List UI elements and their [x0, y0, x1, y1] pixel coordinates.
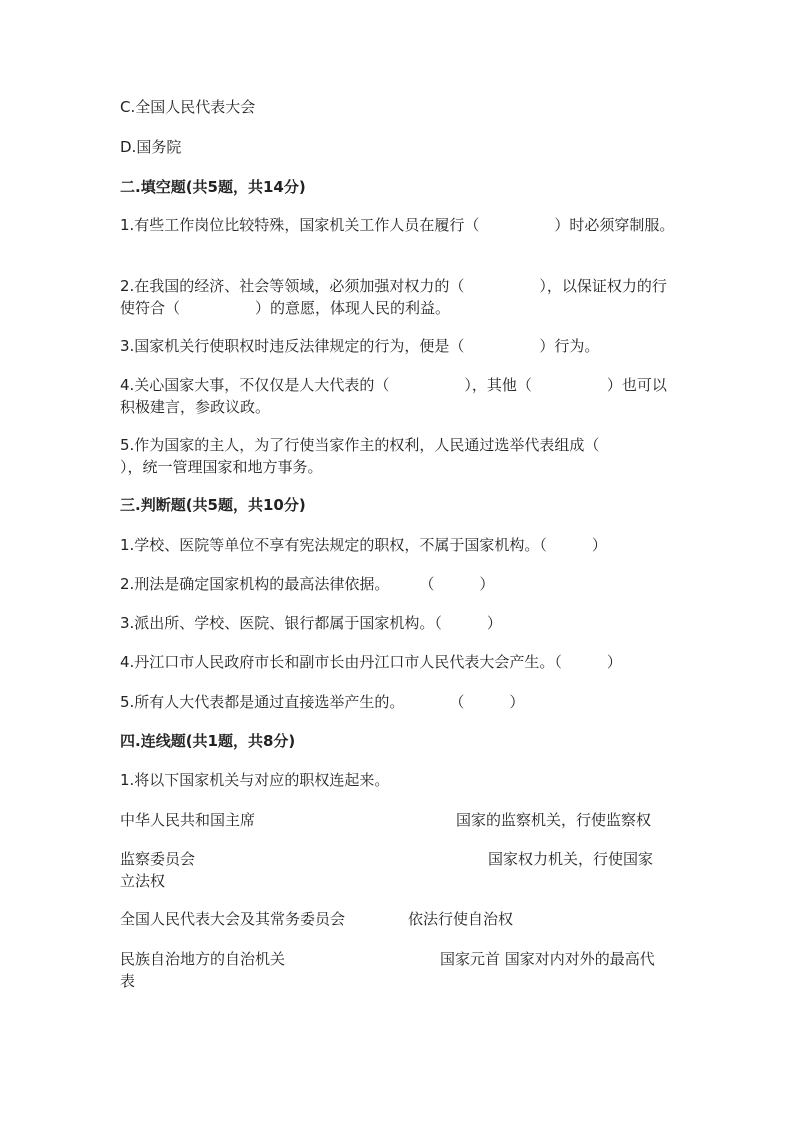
- section-2-heading: 二.填空题(共5题，共14分): [120, 178, 306, 196]
- judge-question-2: 2.刑法是确定国家机构的最高法律依据。 （ ）: [120, 575, 495, 593]
- fill-question-3: 3.国家机关行使职权时违反法律规定的行为，便是（ ）行为。: [120, 337, 600, 355]
- match-right-item-continuation: 表: [120, 972, 136, 990]
- judge-question-4: 4.丹江口市人民政府市长和副市长由丹江口市人民代表大会产生。（ ）: [120, 653, 622, 671]
- fill-question-4: 4.关心国家大事，不仅仅是人大代表的（ ），其他（ ）也可以积极建言，参政议政。: [120, 376, 667, 416]
- fill-question-5: 5.作为国家的主人，为了行使当家作主的权利，人民通过选举代表组成（ ），统一管理国家和地方事务。: [120, 436, 675, 476]
- section-3-heading: 三.判断题(共5题，共10分): [120, 496, 306, 514]
- match-right-item: 依法行使自治权: [408, 910, 514, 928]
- judge-question-1: 1.学校、医院等单位不享有宪法规定的职权，不属于国家机构。（ ）: [120, 536, 607, 554]
- option-d: D.国务院: [120, 138, 182, 156]
- match-left-item: 中华人民共和国主席: [120, 811, 256, 829]
- judge-question-3: 3.派出所、学校、医院、银行都属于国家机构。（ ）: [120, 614, 502, 632]
- match-left-item: 全国人民代表大会及其常务委员会: [120, 910, 346, 928]
- section-4-heading: 四.连线题(共1题，共8分): [120, 732, 296, 750]
- match-question-1: 1.将以下国家机关与对应的职权连起来。: [120, 771, 390, 789]
- match-left-item: 民族自治地方的自治机关: [120, 950, 286, 968]
- match-right-item-continuation: 立法权: [120, 872, 166, 890]
- option-c: C.全国人民代表大会: [120, 98, 256, 116]
- match-right-item: 国家的监察机关，行使监察权: [456, 811, 652, 829]
- match-right-item: 国家权力机关，行使国家: [488, 850, 654, 868]
- judge-question-5: 5.所有人大代表都是通过直接选举产生的。 （ ）: [120, 693, 525, 711]
- match-left-item: 监察委员会: [120, 850, 196, 868]
- match-right-item: 国家元首 国家对内对外的最高代: [440, 950, 655, 968]
- fill-question-1: 1.有些工作岗位比较特殊，国家机关工作人员在履行（ ）时必须穿制服。: [120, 216, 675, 234]
- fill-question-2: 2.在我国的经济、社会等领域，必须加强对权力的（ ），以保证权力的行使符合（ ）的意愿，体现人民的利益。: [120, 277, 667, 317]
